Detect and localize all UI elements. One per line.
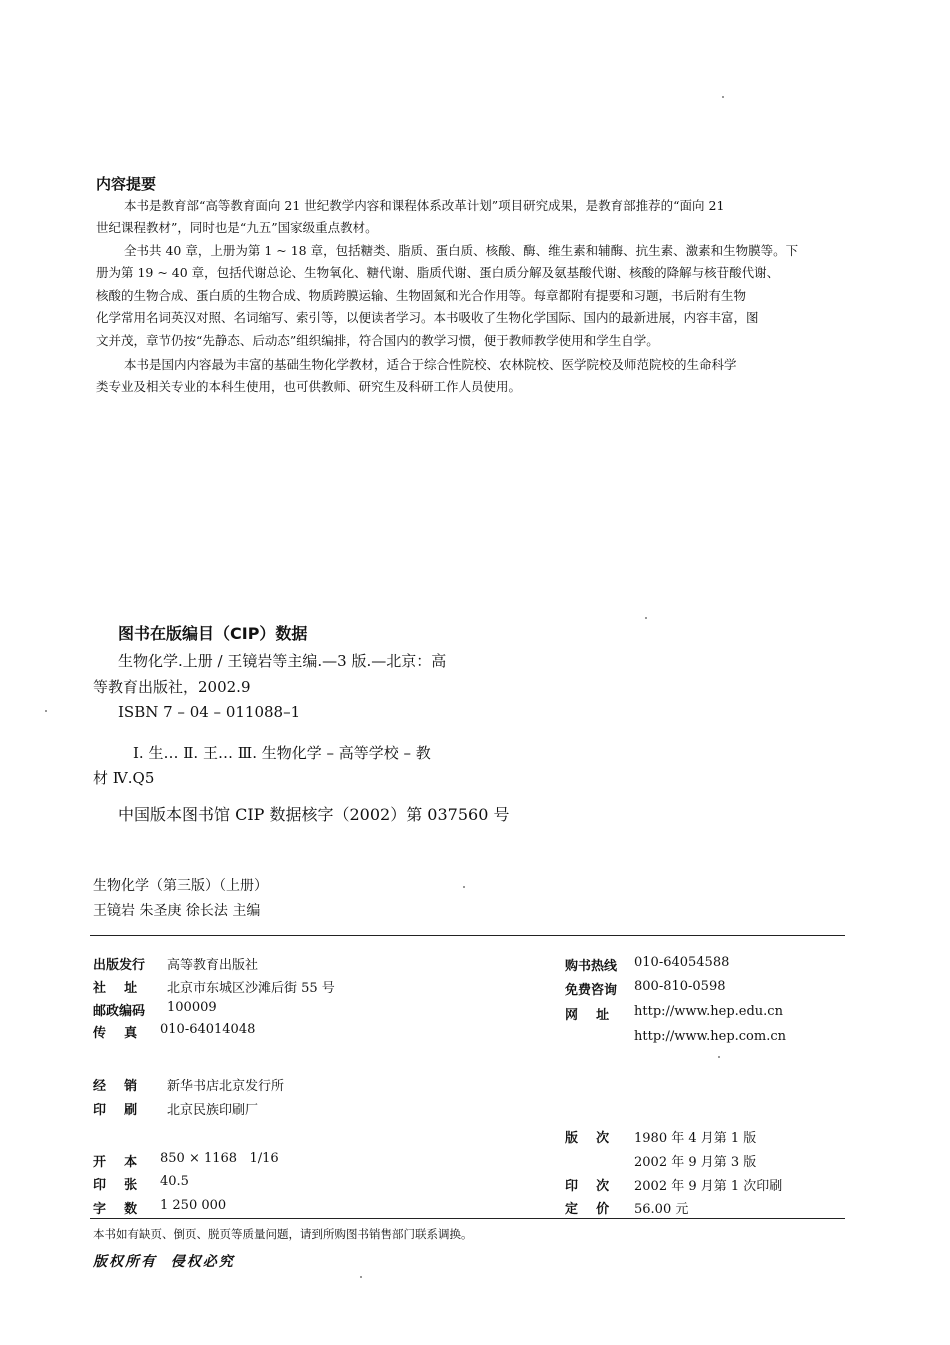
publisher-label: 出版发行 [93, 958, 146, 973]
summary-line: 全书共 40 章，上册为第 1 ~ 18 章，包括糖类、脂质、蛋白质、核酸、酶、维生素和辅酶、抗生素、激素和生物膜等。下 [124, 243, 799, 258]
summary-line: 类专业及相关专业的本科生使用，也可供教师、研究生及科研工作人员使用。 [96, 379, 522, 395]
summary-paragraph-2 [96, 240, 846, 352]
scan-speck [45, 710, 47, 712]
words-label: 字 数 [93, 1202, 138, 1217]
printer-label: 印 刷 [93, 1103, 138, 1118]
printing-label: 印 次 [565, 1179, 610, 1194]
address-label: 社 址 [93, 981, 138, 996]
sheets-value: 40.5 [160, 1174, 189, 1189]
cip-classification-1: Ⅰ. 生… Ⅱ. 王… Ⅲ. 生物化学 – 高等学校 – 教 [133, 744, 431, 762]
fax-value: 010-64014048 [160, 1022, 256, 1037]
website-value-1: http://www.hep.edu.cn [634, 1004, 783, 1019]
sheets-label: 印 张 [93, 1178, 138, 1193]
scan-speck [718, 1056, 720, 1058]
cip-isbn: ISBN 7 – 04 – 011088–1 [118, 703, 301, 721]
cip-line-2: 等教育出版社，2002.9 [93, 678, 251, 696]
hotline-value: 010-64054588 [634, 955, 730, 970]
summary-line: 化学常用名词英汉对照、名词缩写、索引等，以便读者学习。本书吸收了生物化学国际、国内的最新进展，内容丰富，图 [96, 310, 759, 326]
consult-label: 免费咨询 [565, 983, 618, 998]
summary-paragraph-1 [96, 195, 846, 240]
scan-speck [722, 96, 724, 98]
printer-value: 北京民族印刷厂 [167, 1103, 259, 1118]
hotline-label: 购书热线 [565, 959, 618, 974]
fax-label: 传 真 [93, 1026, 138, 1041]
address-value: 北京市东城区沙滩后街 55 号 [167, 981, 335, 996]
edition-value-2: 2002 年 9 月第 3 版 [634, 1155, 757, 1170]
cip-classification-2: 材 Ⅳ.Q5 [93, 769, 155, 787]
distributor-value: 新华书店北京发行所 [167, 1079, 285, 1094]
cip-line-1: 生物化学.上册 / 王镜岩等主编.—3 版.—北京：高 [118, 652, 447, 670]
book-title: 生物化学（第三版）（上册） [93, 878, 268, 894]
consult-value: 800-810-0598 [634, 979, 726, 994]
divider-top [90, 935, 845, 936]
scan-speck [645, 617, 647, 619]
summary-line: 世纪课程教材”，同时也是“九五”国家级重点教材。 [96, 220, 378, 236]
price-label: 定 价 [565, 1202, 610, 1217]
edition-label: 版 次 [565, 1131, 610, 1146]
book-editors: 王镜岩 朱圣庚 徐长法 主编 [93, 903, 261, 919]
price-value: 56.00 元 [634, 1202, 689, 1217]
edition-value-1: 1980 年 4 月第 1 版 [634, 1131, 757, 1146]
words-value: 1 250 000 [160, 1198, 227, 1213]
scan-speck [463, 886, 465, 888]
format-label: 开 本 [93, 1155, 138, 1170]
postcode-value: 100009 [167, 1000, 217, 1015]
website-label: 网 址 [565, 1008, 610, 1023]
summary-line: 册为第 19 ~ 40 章，包括代谢总论、生物氧化、糖代谢、脂质代谢、蛋白质分解及氨基酸代谢、核酸的降解与核苷酸代谢、 [96, 265, 780, 281]
distributor-label: 经 销 [93, 1079, 138, 1094]
summary-title: 内容提要 [96, 175, 157, 193]
summary-line: 核酸的生物合成、蛋白质的生物合成、物质跨膜运输、生物固氮和光合作用等。每章都附有提要和习题，书后附有生物 [96, 287, 747, 303]
quality-notice: 本书如有缺页、倒页、脱页等质量问题，请到所购图书销售部门联系调换。 [93, 1227, 473, 1241]
summary-line: 本书是教育部“高等教育面向 21 世纪教学内容和课程体系改革计划”项目研究成果，是教育部推荐的“面向 21 [124, 198, 725, 213]
printing-value: 2002 年 9 月第 1 次印刷 [634, 1179, 783, 1194]
format-value: 850 × 1168 1/16 [160, 1151, 279, 1166]
cip-title: 图书在版编目（CIP）数据 [118, 624, 308, 643]
publisher-value: 高等教育出版社 [167, 958, 259, 973]
summary-line: 文并茂，章节仍按“先静态、后动态”组织编排，符合国内的教学习惯，便于教师教学使用和学生自学。 [96, 332, 659, 348]
postcode-label: 邮政编码 [93, 1004, 146, 1019]
divider-bottom [90, 1218, 845, 1219]
website-value-2: http://www.hep.com.cn [634, 1029, 786, 1044]
cip-core-number: 中国版本图书馆 CIP 数据核字（2002）第 037560 号 [118, 805, 510, 824]
copyright-notice: 版权所有 侵权必究 [93, 1254, 235, 1270]
summary-paragraph-3 [96, 354, 846, 399]
scan-speck [360, 1276, 362, 1278]
summary-line: 本书是国内内容最为丰富的基础生物化学教材，适合于综合性院校、农林院校、医学院校及师范院校的生命科学 [124, 357, 737, 372]
